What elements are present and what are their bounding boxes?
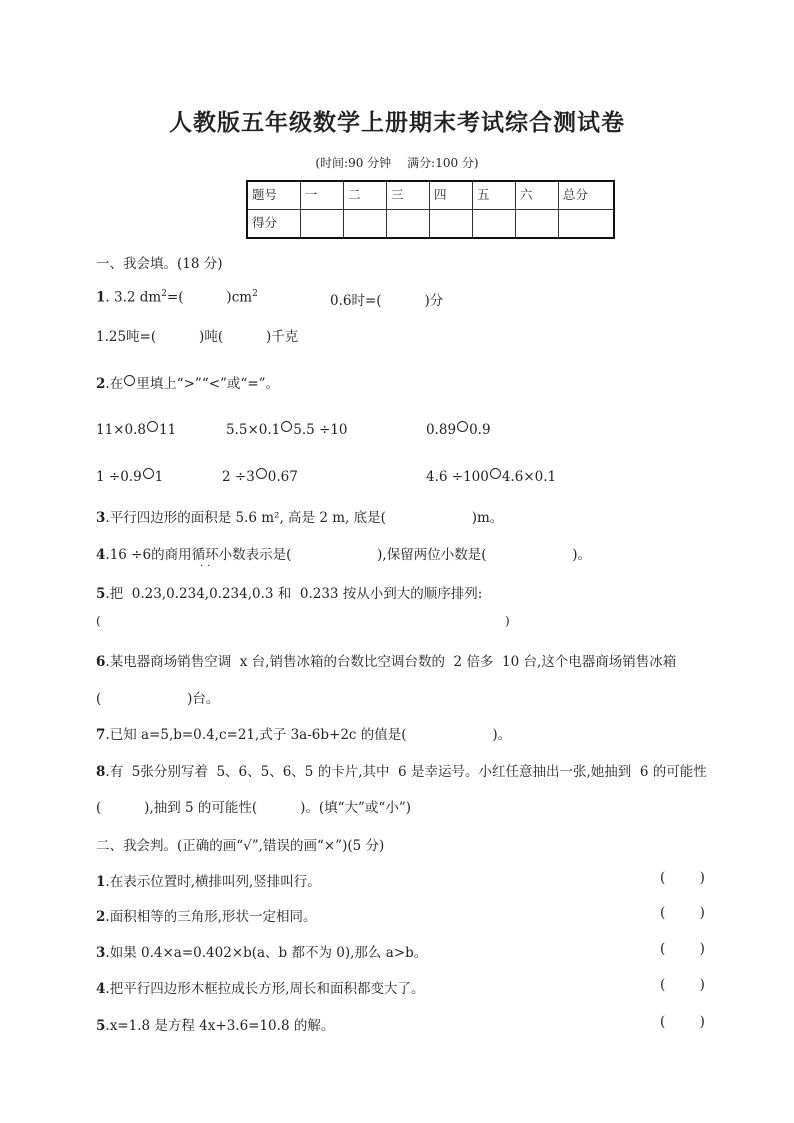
superscript: 2 (252, 289, 258, 299)
q7-text: .已知 a=5,b=0.4,c=21,式子 3a-6b+2c 的值是( )。 (105, 727, 512, 743)
compare-right: 1 (154, 469, 164, 485)
question-number: 3 (96, 510, 106, 526)
q1-part-a-rest: =( )cm (166, 289, 253, 306)
question-5 (96, 582, 482, 602)
compare-item (222, 468, 298, 485)
question-7 (96, 723, 511, 743)
compare-item (426, 468, 556, 485)
score-input-cell (473, 210, 516, 239)
compare-item (426, 421, 491, 438)
q4-text: .16 ÷6的商用循环小数表示是( ),保留两位小数是( )。 (105, 547, 592, 563)
compare-left: 11×0.8 (96, 422, 146, 438)
question-number: 2 (96, 376, 106, 392)
answer-paren[interactable]: ( ) (660, 941, 705, 957)
q5-text: .把 0.23,0.234,0.234,0.3 和 0.233 按从小到大的顺序排列: (105, 586, 483, 602)
question-number: 2 (96, 909, 106, 925)
judge-text: .如果 0.4×a=0.402×b(a、b 都不为 0),那么 a>b。 (105, 945, 428, 961)
question-number: 1 (96, 289, 106, 306)
score-cell: 四 (430, 181, 473, 210)
section2-header: 二、我会判。(正确的画“√”,错误的画“×”)(5 分) (96, 838, 385, 854)
judge-text: .x=1.8 是方程 4x+3.6=10.8 的解。 (105, 1018, 335, 1034)
circle-icon[interactable] (490, 468, 501, 479)
score-input-cell (516, 210, 559, 239)
judge-item-3 (96, 941, 427, 961)
score-input-cell (387, 210, 430, 239)
superscript: 2 (161, 289, 167, 299)
compare-item (96, 468, 163, 485)
circle-icon[interactable] (281, 421, 292, 432)
time-limit: (时间:90 分钟 (315, 156, 392, 170)
score-cell: 总分 (559, 181, 615, 210)
question-number: 8 (96, 764, 106, 780)
score-cell: 二 (344, 181, 387, 210)
question-number: 5 (96, 586, 106, 602)
q2-text: 里填上“>”“<”或“=”。 (136, 376, 280, 392)
answer-paren[interactable]: ( ) (660, 905, 705, 921)
judge-text: .在表示位置时,横排叫列,竖排叫行。 (105, 874, 321, 890)
score-table (246, 180, 615, 239)
compare-left: 5.5×0.1 (226, 422, 281, 438)
q8-text: .有 5张分别写着 5、6、5、6、5 的卡片,其中 6 是幸运号。小红任意抽出一张,她抽到 6 的可能性 (105, 764, 707, 780)
score-cell: 三 (387, 181, 430, 210)
page-title: 人教版五年级数学上册期末考试综合测试卷 (169, 109, 625, 136)
repeating-decimal-dots: ·· (200, 561, 215, 572)
question-6 (96, 650, 676, 670)
question-number: 3 (96, 945, 106, 961)
judge-text: .把平行四边形木框拉成长方形,周长和面积都变大了。 (105, 981, 425, 997)
q3-text: .平行四边形的面积是 5.6 m², 高是 2 m, 底是( )m。 (105, 510, 504, 526)
score-cell: 得分 (247, 210, 301, 239)
q8-continuation: ( ),抽到 5 的可能性( )。(填“大”或“小”) (96, 800, 411, 816)
compare-left: 2 ÷3 (222, 469, 255, 485)
question-3 (96, 506, 503, 526)
full-score: 满分:100 分) (407, 156, 479, 170)
q6-continuation: ( )台。 (96, 691, 220, 707)
compare-left: 4.6 ÷100 (426, 469, 489, 485)
question-8 (96, 760, 707, 780)
section1-header: 一、我会填。(18 分) (96, 256, 223, 272)
score-cell: 六 (516, 181, 559, 210)
compare-left: 1 ÷0.9 (96, 469, 142, 485)
score-input-cell (559, 210, 615, 239)
compare-right: 4.6×0.1 (501, 469, 557, 485)
q1-part-a: . 3.2 dm (105, 289, 162, 306)
score-table-score-row (247, 210, 614, 239)
answer-paren[interactable]: ( ) (660, 1014, 705, 1030)
compare-right: 0.67 (267, 469, 298, 485)
question-number: 1 (96, 874, 106, 890)
judge-item-5 (96, 1014, 334, 1034)
judge-item-1 (96, 870, 321, 890)
question-number: 4 (96, 981, 106, 997)
circle-icon (124, 375, 135, 386)
judge-item-4 (96, 977, 425, 997)
answer-paren[interactable]: ( ) (660, 977, 705, 993)
q6-text: .某电器商场销售空调 x 台,销售冰箱的台数比空调台数的 2 倍多 10 台,这个电器商场销售冰箱 (105, 654, 677, 670)
compare-right: 11 (158, 422, 177, 438)
compare-item (96, 421, 176, 438)
compare-item (226, 421, 348, 438)
score-cell: 题号 (247, 181, 301, 210)
score-input-cell (430, 210, 473, 239)
q5-answer-blank[interactable]: ( ) (96, 614, 510, 628)
circle-icon[interactable] (457, 421, 468, 432)
question-number: 7 (96, 727, 106, 743)
score-cell: 一 (301, 181, 344, 210)
question-2 (96, 372, 279, 392)
compare-right: 5.5 ÷10 (293, 422, 348, 438)
score-input-cell (344, 210, 387, 239)
score-input-cell (301, 210, 344, 239)
circle-icon[interactable] (256, 468, 267, 479)
question-number: 6 (96, 654, 106, 670)
compare-right: 0.9 (469, 422, 491, 438)
q1-part-c: 1.25吨=( )吨( )千克 (96, 329, 299, 345)
question-number: 5 (96, 1018, 106, 1034)
answer-paren[interactable]: ( ) (660, 870, 705, 886)
exam-info (0, 154, 794, 171)
score-table-header-row (247, 181, 614, 210)
score-cell: 五 (473, 181, 516, 210)
judge-text: .面积相等的三角形,形状一定相同。 (105, 909, 317, 925)
q1-part-b: 0.6时=( )分 (330, 293, 444, 309)
question-4 (96, 543, 591, 563)
judge-item-2 (96, 905, 317, 925)
compare-left: 0.89 (426, 422, 457, 438)
circle-icon[interactable] (147, 421, 158, 432)
question-number: 4 (96, 547, 106, 563)
question-1 (96, 289, 258, 306)
circle-icon[interactable] (143, 468, 154, 479)
q2-text: .在 (105, 376, 124, 392)
